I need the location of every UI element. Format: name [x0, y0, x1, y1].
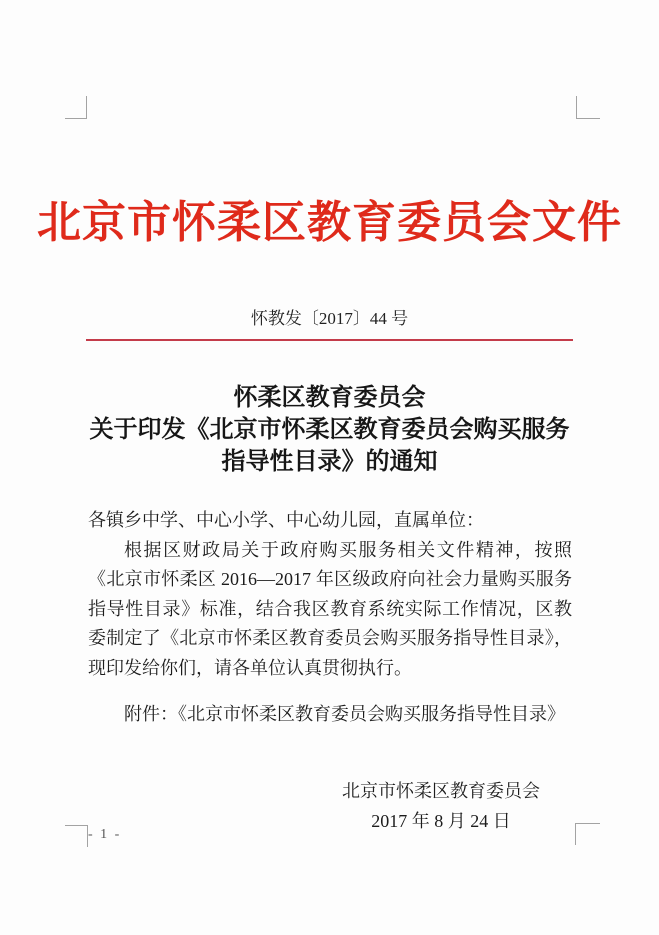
document-body [88, 506, 572, 730]
doc-number: 怀教发〔2017〕44 号 [250, 309, 409, 328]
signature-date: 2017 年 8 月 24 日 [371, 811, 511, 831]
crop-mark-bottom-right [575, 823, 600, 845]
crop-mark-top-left [65, 96, 87, 119]
red-separator-line [86, 339, 573, 341]
notice-title-line-2: 关于印发《北京市怀柔区教育委员会购买服务 [89, 417, 570, 443]
notice-title [40, 382, 619, 478]
crop-mark-bottom-left [65, 825, 88, 847]
salutation-line: 各镇乡中学、中心小学、中心幼儿园，直属单位： [88, 510, 484, 530]
page-number: - 1 - [88, 827, 122, 842]
signature-block [342, 776, 540, 836]
notice-title-line-1: 怀柔区教育委员会 [233, 385, 426, 411]
org-header-title: 北京市怀柔区教育委员会文件 [37, 198, 622, 247]
crop-mark-top-right [576, 96, 600, 119]
body-paragraph: 根据区财政局关于政府购买服务相关文件精神，按照《北京市怀柔区 2016—2017 年区级政府向社会力量购买服务指导性目录》标准，结合我区教育系统实际工作情况，区教委制定了《北京市怀柔区教育委员会购买服务指导性目录》，现印发给你们，请各单位认真贯彻执行。 [88, 539, 572, 678]
attachment-line: 附件：《北京市怀柔区教育委员会购买服务指导性目录》 [124, 704, 565, 724]
signature-org: 北京市怀柔区教育委员会 [342, 781, 540, 801]
notice-title-line-3: 指导性目录》的通知 [221, 449, 438, 475]
